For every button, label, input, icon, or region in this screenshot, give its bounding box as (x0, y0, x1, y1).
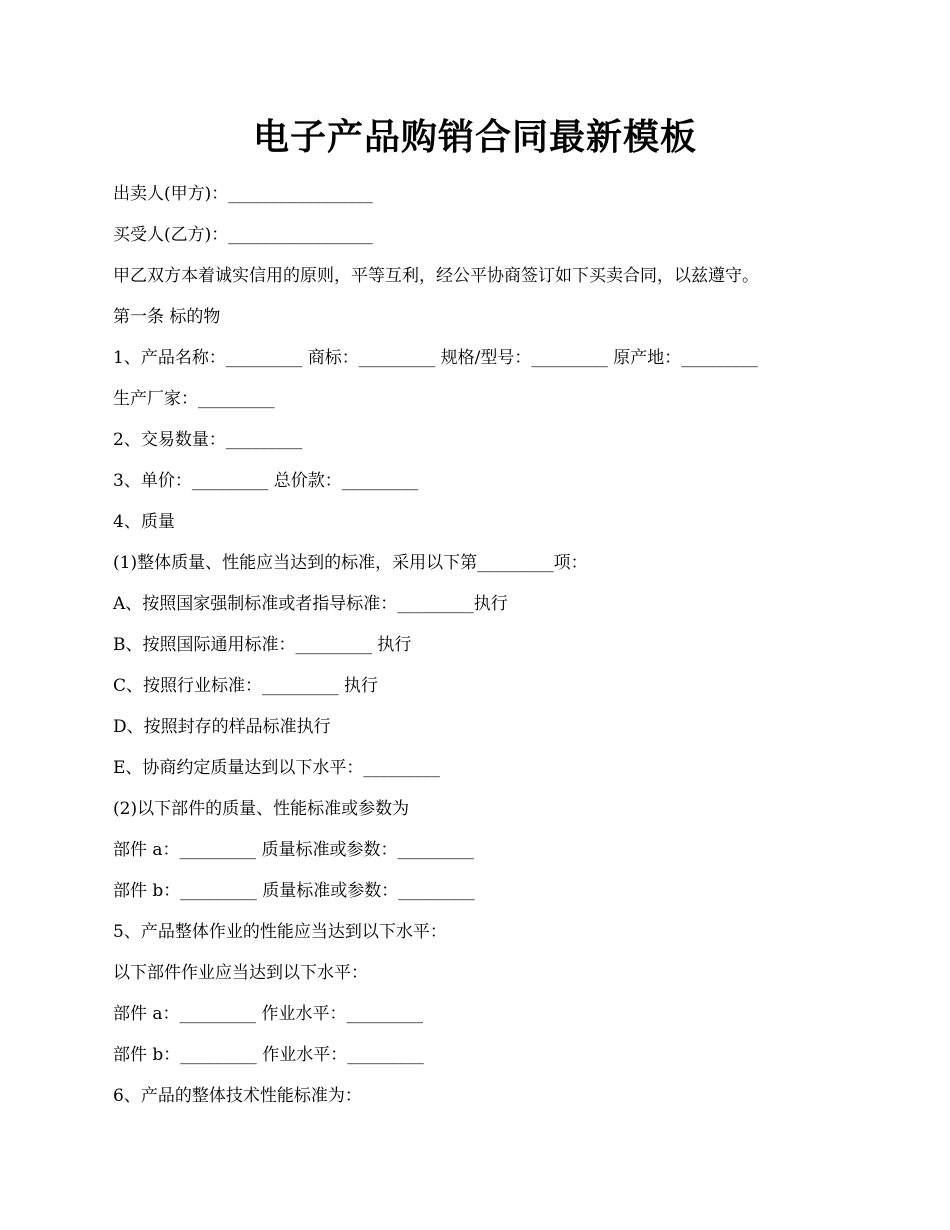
option-d-line: D、按照封存的样品标准执行 (113, 717, 331, 737)
document-body (113, 174, 833, 1117)
product-info-line: 1、产品名称：_________ 商标：_________ 规格/型号：_________ 原产地：_________ (113, 348, 758, 368)
component-b-performance-line: 部件 b：_________ 作业水平：_________ (113, 1045, 424, 1065)
component-a-performance-line: 部件 a：_________ 作业水平：_________ (113, 1004, 423, 1024)
document-title: 电子产品购销合同最新模板 (252, 117, 697, 158)
component-performance-heading: 以下部件作业应当达到以下水平： (113, 963, 368, 983)
quality-standard-line: (1)整体质量、性能应当达到的标准，采用以下第_________项： (113, 553, 588, 573)
preamble-line: 甲乙双方本着诚实信用的原则，平等互利，经公平协商签订如下买卖合同，以兹遵守。 (113, 266, 759, 286)
option-a-line: A、按照国家强制标准或者指导标准：_________执行 (113, 594, 508, 614)
overall-performance-heading: 5、产品整体作业的性能应当达到以下水平： (113, 922, 447, 942)
price-line: 3、单价：_________ 总价款：_________ (113, 471, 419, 491)
component-b-quality-line: 部件 b：_________ 质量标准或参数：_________ (113, 881, 475, 901)
quantity-line: 2、交易数量：_________ (113, 430, 303, 450)
component-standard-heading: (2)以下部件的质量、性能标准或参数为 (113, 799, 410, 819)
component-a-quality-line: 部件 a：_________ 质量标准或参数：_________ (113, 840, 474, 860)
technical-standard-heading: 6、产品的整体技术性能标准为： (113, 1086, 362, 1106)
article-one-heading: 第一条 标的物 (113, 307, 221, 327)
buyer-line: 买受人(乙方)：_________________ (113, 225, 373, 245)
manufacturer-line: 生产厂家：_________ (113, 389, 275, 409)
seller-line: 出卖人(甲方)：_________________ (113, 184, 373, 204)
quality-heading: 4、质量 (113, 512, 175, 532)
option-b-line: B、按照国际通用标准：_________ 执行 (113, 635, 412, 655)
option-e-line: E、协商约定质量达到以下水平：_________ (113, 758, 440, 778)
option-c-line: C、按照行业标准：_________ 执行 (113, 676, 378, 696)
